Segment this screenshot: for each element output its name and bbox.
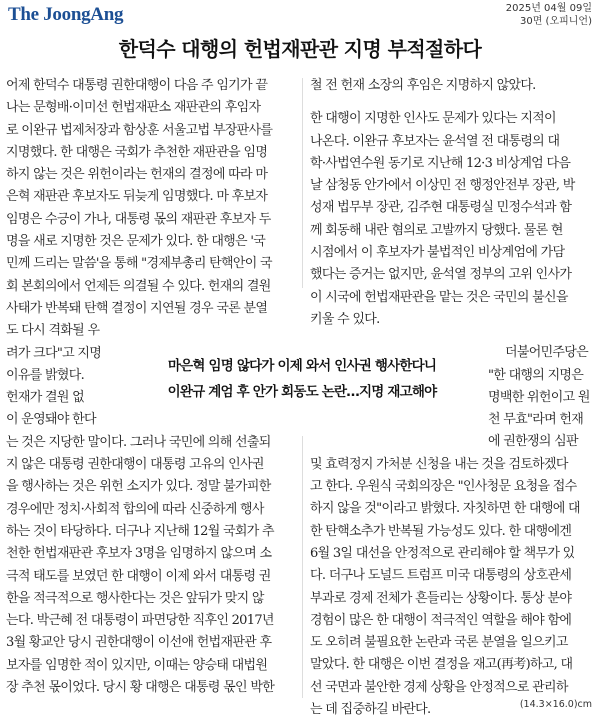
text-line: 나는 문형배·이미선 헌법재판소 재판관의 후임자: [6, 100, 261, 116]
text-line: 날 삼청동 안가에서 이상민 전 행정안전부 장관, 박: [310, 178, 575, 194]
text-line: 천한 헌법재판관 후보자 3명을 임명하지 않으며 소: [6, 546, 272, 562]
text-line: 장 추천 몫이었다. 당시 황 대행은 대통령 몫인 박한: [6, 680, 275, 696]
text-line: 했다는 증거는 없지만, 윤석열 정부의 고위 인사가: [310, 267, 572, 283]
text-line: 말았다. 한 대행은 이번 결정을 재고(再考)하고, 대: [310, 657, 573, 673]
text-line: 는다. 박근혜 전 대통령이 파면당한 직후인 2017년: [6, 613, 274, 629]
text-line: "한 대행의 지명은: [488, 367, 584, 383]
text-line: 께 회동해 내란 혐의로 고발까지 당했다. 물론 현: [310, 222, 563, 238]
text-line: 도 오히려 불필요한 논란과 국론 분열을 일으키고: [310, 635, 568, 651]
text-line: 한 대행이 지명한 인사도 문제가 있다는 지적이: [310, 111, 556, 127]
subhead-line: 마은혁 임명 않다가 이제 와서 인사권 행사한다니: [167, 358, 437, 374]
text-line: 하지 않는 것은 위헌이라는 헌재의 결정에 따라 마: [6, 167, 268, 183]
text-line: 선 국면과 불안한 경제 상황을 안정적으로 관리하: [310, 679, 568, 695]
text-line: 을 행사하는 것은 위헌 소지가 있다. 정말 불가피한: [6, 479, 271, 495]
text-line: 사태가 반복돼 탄핵 결정이 지연될 경우 국론 분열: [6, 300, 268, 316]
text-line: 고 한다. 우원식 국회의장은 "인사청문 요청을 접수: [310, 479, 577, 495]
text-line: 부과로 경제 전체가 흔들리는 상황이다. 통상 분야: [310, 590, 572, 606]
text-line: 다. 더구나 도널드 트럼프 미국 대통령의 상호관세: [310, 568, 572, 584]
text-line: 시점에서 이 후보자가 불법적인 비상계엄에 가담: [310, 245, 565, 261]
paragraph-break: [310, 97, 598, 108]
text-line: 명백한 위헌이고 원: [488, 389, 590, 405]
article-subheadline: [118, 347, 486, 431]
text-line: 이유를 밝혔다.: [6, 367, 85, 383]
article-headline: 한덕수 대행의 헌법재판관 지명 부적절하다: [118, 37, 482, 61]
text-line: 더불어민주당은: [505, 345, 589, 361]
text-line: 하지 않을 것"이라고 밝혔다. 자칫하면 한 대행에 대: [310, 501, 580, 517]
text-line: 임명은 수긍이 가나, 대통령 몫의 재판관 후보자 두: [6, 211, 271, 227]
text-line: 한을 적극적으로 행사한다는 것은 앞뒤가 맞지 않: [6, 590, 264, 606]
text-line: 로 이완규 법제처장과 함상훈 서울고법 부장판사를: [6, 122, 273, 138]
text-line: 천 무효"라며 헌재: [488, 412, 584, 428]
text-line: 는 데 집중하길 바란다.: [310, 702, 431, 718]
text-line: 려가 크다"고 지명: [6, 345, 102, 361]
text-line: 은혁 재판관 후보자도 뒤늦게 임명했다. 마 후보자: [6, 189, 268, 205]
column-divider: [302, 436, 303, 698]
text-line: 극적 태도를 보였던 한 대행이 이제 와서 대통령 권: [6, 568, 271, 584]
text-line: 지 않은 대통령 권한대행이 대통령 고유의 인사권: [6, 457, 264, 473]
text-line: 명을 새로 지명한 것은 문제가 있다. 한 대행은 '국: [6, 234, 266, 250]
publication-date: 2025년 04월 09일: [505, 3, 592, 14]
text-line: 키울 수 있다.: [310, 311, 380, 327]
text-line: 성재 법무부 장관, 김주현 대통령실 민정수석과 함: [310, 200, 572, 216]
masthead: [0, 0, 600, 30]
text-line: 에 권한쟁의 심판: [488, 434, 578, 450]
text-line: 나온다. 이완규 후보자는 윤석열 전 대통령의 대: [310, 133, 560, 149]
text-line: 이 시국에 헌법재판관을 맡는 것은 국민의 불신을: [310, 289, 568, 305]
text-line: 경험이 많은 한 대행이 적극적인 역할을 해야 함에: [310, 612, 572, 628]
article-dimensions: (14.3×16.0)cm: [519, 699, 592, 710]
text-line: 어제 한덕수 대통령 권한대행이 다음 주 임기가 끝: [6, 78, 268, 93]
text-line: 경우에만 정치·사회적 합의에 따라 신중하게 행사: [6, 501, 264, 517]
text-line: 철 전 헌재 소장의 후임은 지명하지 않았다.: [310, 78, 536, 93]
column-divider: [302, 78, 303, 288]
text-line: 및 효력정지 가처분 신청을 내는 것을 검토하겠다: [310, 456, 568, 472]
text-line: 지명했다. 한 대행은 국회가 추천한 재판관을 임명: [6, 144, 268, 160]
subhead-line: 이완규 계엄 후 안가 회동도 논란…지명 재고해야: [167, 384, 437, 400]
text-line: 민께 드리는 말씀'을 통해 "경제부총리 탄핵안이 국: [6, 256, 272, 272]
newspaper-logo: The JoongAng: [8, 4, 124, 25]
text-line: 는 것은 지당한 말이다. 그러나 국민에 의해 선출되: [6, 434, 271, 450]
text-line: 회 본회의에서 언제든 의결될 수 있다. 헌재의 결원: [6, 278, 271, 294]
text-line: 학·사법연수원 동기로 지난해 12·3 비상계엄 다음: [310, 155, 571, 171]
text-line: 이 운영돼야 한다: [6, 412, 96, 428]
text-line: 6월 3일 대선을 안정적으로 관리해야 할 책무가 있: [310, 545, 575, 561]
text-line: 하는 것이 타당하다. 더구나 지난해 12월 국회가 추: [6, 523, 274, 539]
text-line: 보자를 임명한 적이 있지만, 이때는 양승태 대법원: [6, 657, 268, 673]
text-line: 3월 황교안 당시 권한대행이 이선애 헌법재판관 후: [6, 635, 272, 651]
text-line: 도 다시 격화될 우: [6, 323, 100, 339]
text-line: 한 탄핵소추가 반복될 가능성도 있다. 한 대행에겐: [310, 523, 572, 539]
dateline: [506, 2, 592, 28]
text-line: 헌재가 결원 없: [6, 390, 85, 406]
paragraph-break: [310, 331, 598, 342]
page-section: 30면 (오피니언): [519, 16, 592, 27]
